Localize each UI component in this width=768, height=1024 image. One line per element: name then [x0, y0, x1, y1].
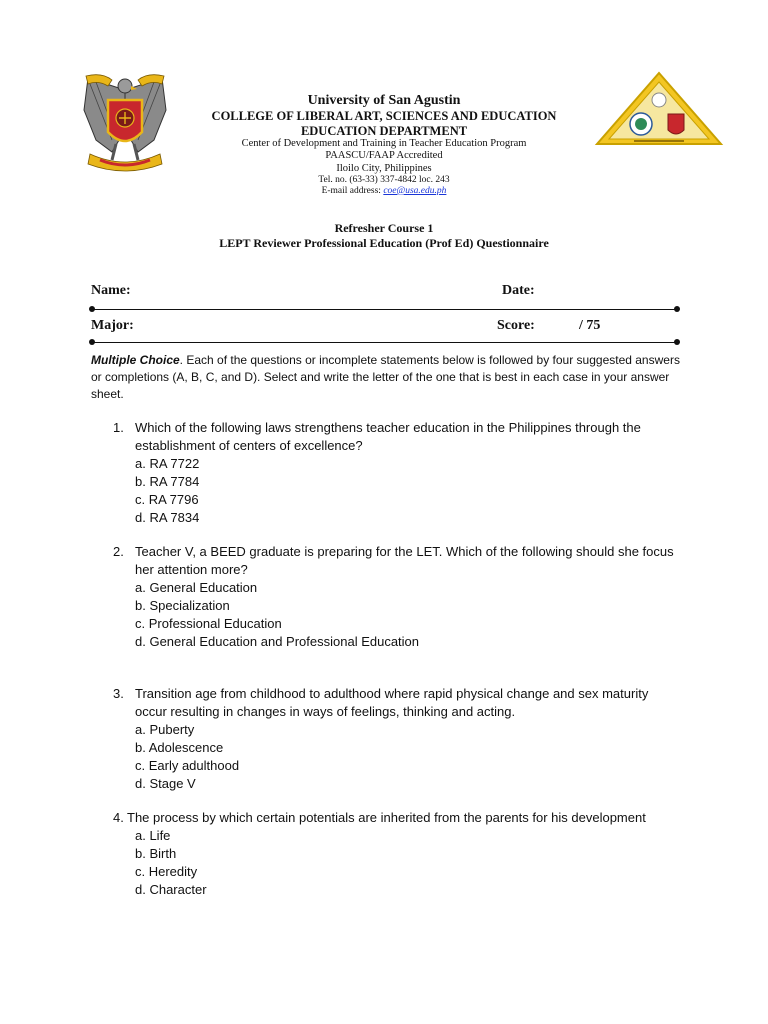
- option-c: c. Heredity: [135, 864, 198, 879]
- college-name: COLLEGE OF LIBERAL ART, SCIENCES AND EDUCATION: [211, 109, 557, 124]
- option-d: d. Character: [135, 882, 207, 897]
- score-label: Score:: [497, 318, 535, 333]
- question-number: 1.: [113, 420, 124, 435]
- instructions: [91, 352, 691, 403]
- option-c: c. Professional Education: [135, 616, 282, 631]
- option-b: b. Specialization: [135, 598, 230, 613]
- question-number: 3.: [113, 686, 124, 701]
- course-subtitle: LEPT Reviewer Professional Education (Prof Ed) Questionnaire: [219, 236, 549, 250]
- name-date-line: [92, 309, 677, 310]
- question-number: 4.: [113, 810, 124, 825]
- name-label: Name:: [91, 283, 131, 298]
- option-b: b. Adolescence: [135, 740, 224, 755]
- center-name: Center of Development and Training in Teacher Education Program: [241, 138, 527, 150]
- option-b: b. RA 7784: [135, 474, 200, 489]
- question-text: Which of the following laws strengthens teacher education in the Philippines through the establishment of centers of excellence?: [135, 420, 641, 453]
- accreditation: PAASCU/FAAP Accredited: [325, 150, 443, 162]
- question-text: Transition age from childhood to adulthood where rapid physical change and sex maturity occur resulting in changes in ways of feelings, thinking and acting.: [135, 686, 649, 719]
- option-a: a. Life: [135, 828, 171, 843]
- university-name: University of San Agustin: [307, 93, 461, 108]
- option-d: d. RA 7834: [135, 510, 200, 525]
- option-d: d. General Education and Professional Education: [135, 634, 420, 649]
- major-score-line: [92, 342, 677, 343]
- email-link[interactable]: coe@usa.edu.ph: [383, 185, 447, 196]
- instructions-text: . Each of the questions or incomplete statements below is followed by four suggested answers or completions (A, B, C, and D). Select and write the letter of the one that is best in each case in your answer sheet.: [91, 353, 680, 401]
- question-number: 2.: [113, 544, 124, 559]
- option-a: a. General Education: [135, 580, 258, 595]
- letterhead: [150, 93, 618, 197]
- date-label: Date:: [502, 283, 535, 298]
- question-text: The process by which certain potentials are inherited from the parents for his development: [127, 810, 646, 825]
- location: Iloilo City, Philippines: [336, 162, 432, 174]
- department-name: EDUCATION DEPARTMENT: [300, 123, 468, 138]
- course-title: Refresher Course 1: [334, 221, 434, 235]
- option-a: a. RA 7722: [135, 456, 200, 471]
- score-total: / 75: [579, 318, 601, 333]
- option-a: a. Puberty: [135, 722, 195, 737]
- option-d: d. Stage V: [135, 776, 196, 791]
- instructions-heading: Multiple Choice: [91, 353, 180, 367]
- option-b: b. Birth: [135, 846, 177, 861]
- question-text: Teacher V, a BEED graduate is preparing for the LET. Which of the following should she focus her attention more?: [135, 544, 674, 577]
- email-line: [150, 186, 618, 197]
- course-title-block: [150, 221, 618, 251]
- option-c: c. RA 7796: [135, 492, 199, 507]
- major-label: Major:: [91, 318, 134, 333]
- phone-number: Tel. no. (63-33) 337-4842 loc. 243: [318, 174, 450, 185]
- email-label: E-mail address:: [321, 185, 384, 196]
- option-c: c. Early adulthood: [135, 758, 240, 773]
